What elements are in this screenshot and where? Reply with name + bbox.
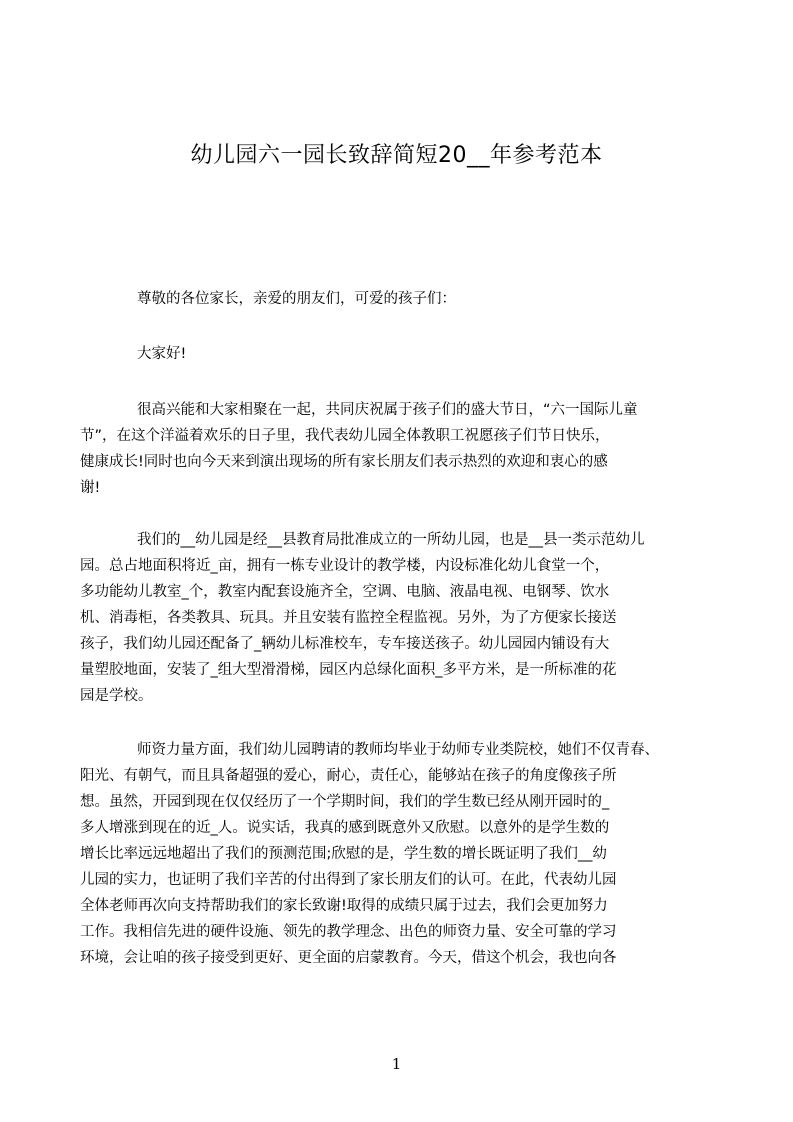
paragraph-line: 很高兴能和大家相聚在一起，共同庆祝属于孩子们的盛大节日，“六一国际儿童 <box>137 402 638 418</box>
paragraph-line: 环境，会让咱的孩子接受到更好、更全面的启蒙教育。今天，借这个机会，我也向各 <box>80 950 617 966</box>
paragraph-line: 谢! <box>80 480 101 496</box>
page-number: 1 <box>391 1055 402 1073</box>
paragraph-line: 增长比率远远地超出了我们的预测范围;欣慰的是，学生数的增长既证明了我们__幼 <box>80 846 607 862</box>
paragraph-line: 想。虽然，开园到现在仅仅经历了一个学期时间，我们的学生数已经从刚开园时的_ <box>80 794 610 810</box>
greeting: 大家好! <box>137 346 187 362</box>
paragraph-line: 机、消毒柜，各类教具、玩具。并且安装有监控全程监视。另外，为了方便家长接送 <box>80 610 617 626</box>
paragraph-line: 工作。我相信先进的硬件设施、领先的教学理念、出色的师资力量、安全可靠的学习 <box>80 924 617 940</box>
paragraph-line: 师资力量方面，我们幼儿园聘请的教师均毕业于幼师专业类院校，她们不仅青春、 <box>137 742 659 758</box>
paragraph-line: 多人增涨到现在的近_人。说实话，我真的感到既意外又欣慰。以意外的是学生数的 <box>80 820 610 836</box>
paragraph-line: 我们的__幼儿园是经__县教育局批准成立的一所幼儿园，也是__县一类示范幼儿 <box>137 532 645 548</box>
paragraph-line: 儿园的实力，也证明了我们辛苦的付出得到了家长朋友们的认可。在此，代表幼儿园 <box>80 872 617 888</box>
document-title: 幼儿园六一园长致辞简短20__年参考范本 <box>190 143 603 168</box>
salutation: 尊敬的各位家长，亲爱的朋友们，可爱的孩子们： <box>137 291 456 307</box>
paragraph-line: 园。总占地面积将近_亩，拥有一栋专业设计的教学楼，内设标准化幼儿食堂一个， <box>80 558 610 574</box>
paragraph-line: 阳光、有朝气，而且具备超强的爱心，耐心，责任心，能够站在孩子的角度像孩子所 <box>80 768 617 784</box>
paragraph-line: 全体老师再次向支持帮助我们的家长致谢!取得的成绩只属于过去，我们会更加努力 <box>80 898 608 914</box>
paragraph-line: 园是学校。 <box>80 688 153 704</box>
paragraph-line: 量塑胶地面，安装了_组大型滑滑梯，园区内总绿化面积_多平方米，是一所标准的花 <box>80 662 617 678</box>
paragraph-line: 节”，在这个洋溢着欢乐的日子里，我代表幼儿园全体教职工祝愿孩子们节日快乐， <box>80 428 610 444</box>
paragraph-line: 孩子，我们幼儿园还配备了_辆幼儿标准校车，专车接送孩子。幼儿园园内铺设有大 <box>80 636 610 652</box>
paragraph-line: 多功能幼儿教室_个，教室内配套设施齐全，空调、电脑、液晶电视、电钢琴、饮水 <box>80 584 610 600</box>
paragraph-line: 健康成长!同时也向今天来到演出现场的所有家长朋友们表示热烈的欢迎和衷心的感 <box>80 454 608 470</box>
